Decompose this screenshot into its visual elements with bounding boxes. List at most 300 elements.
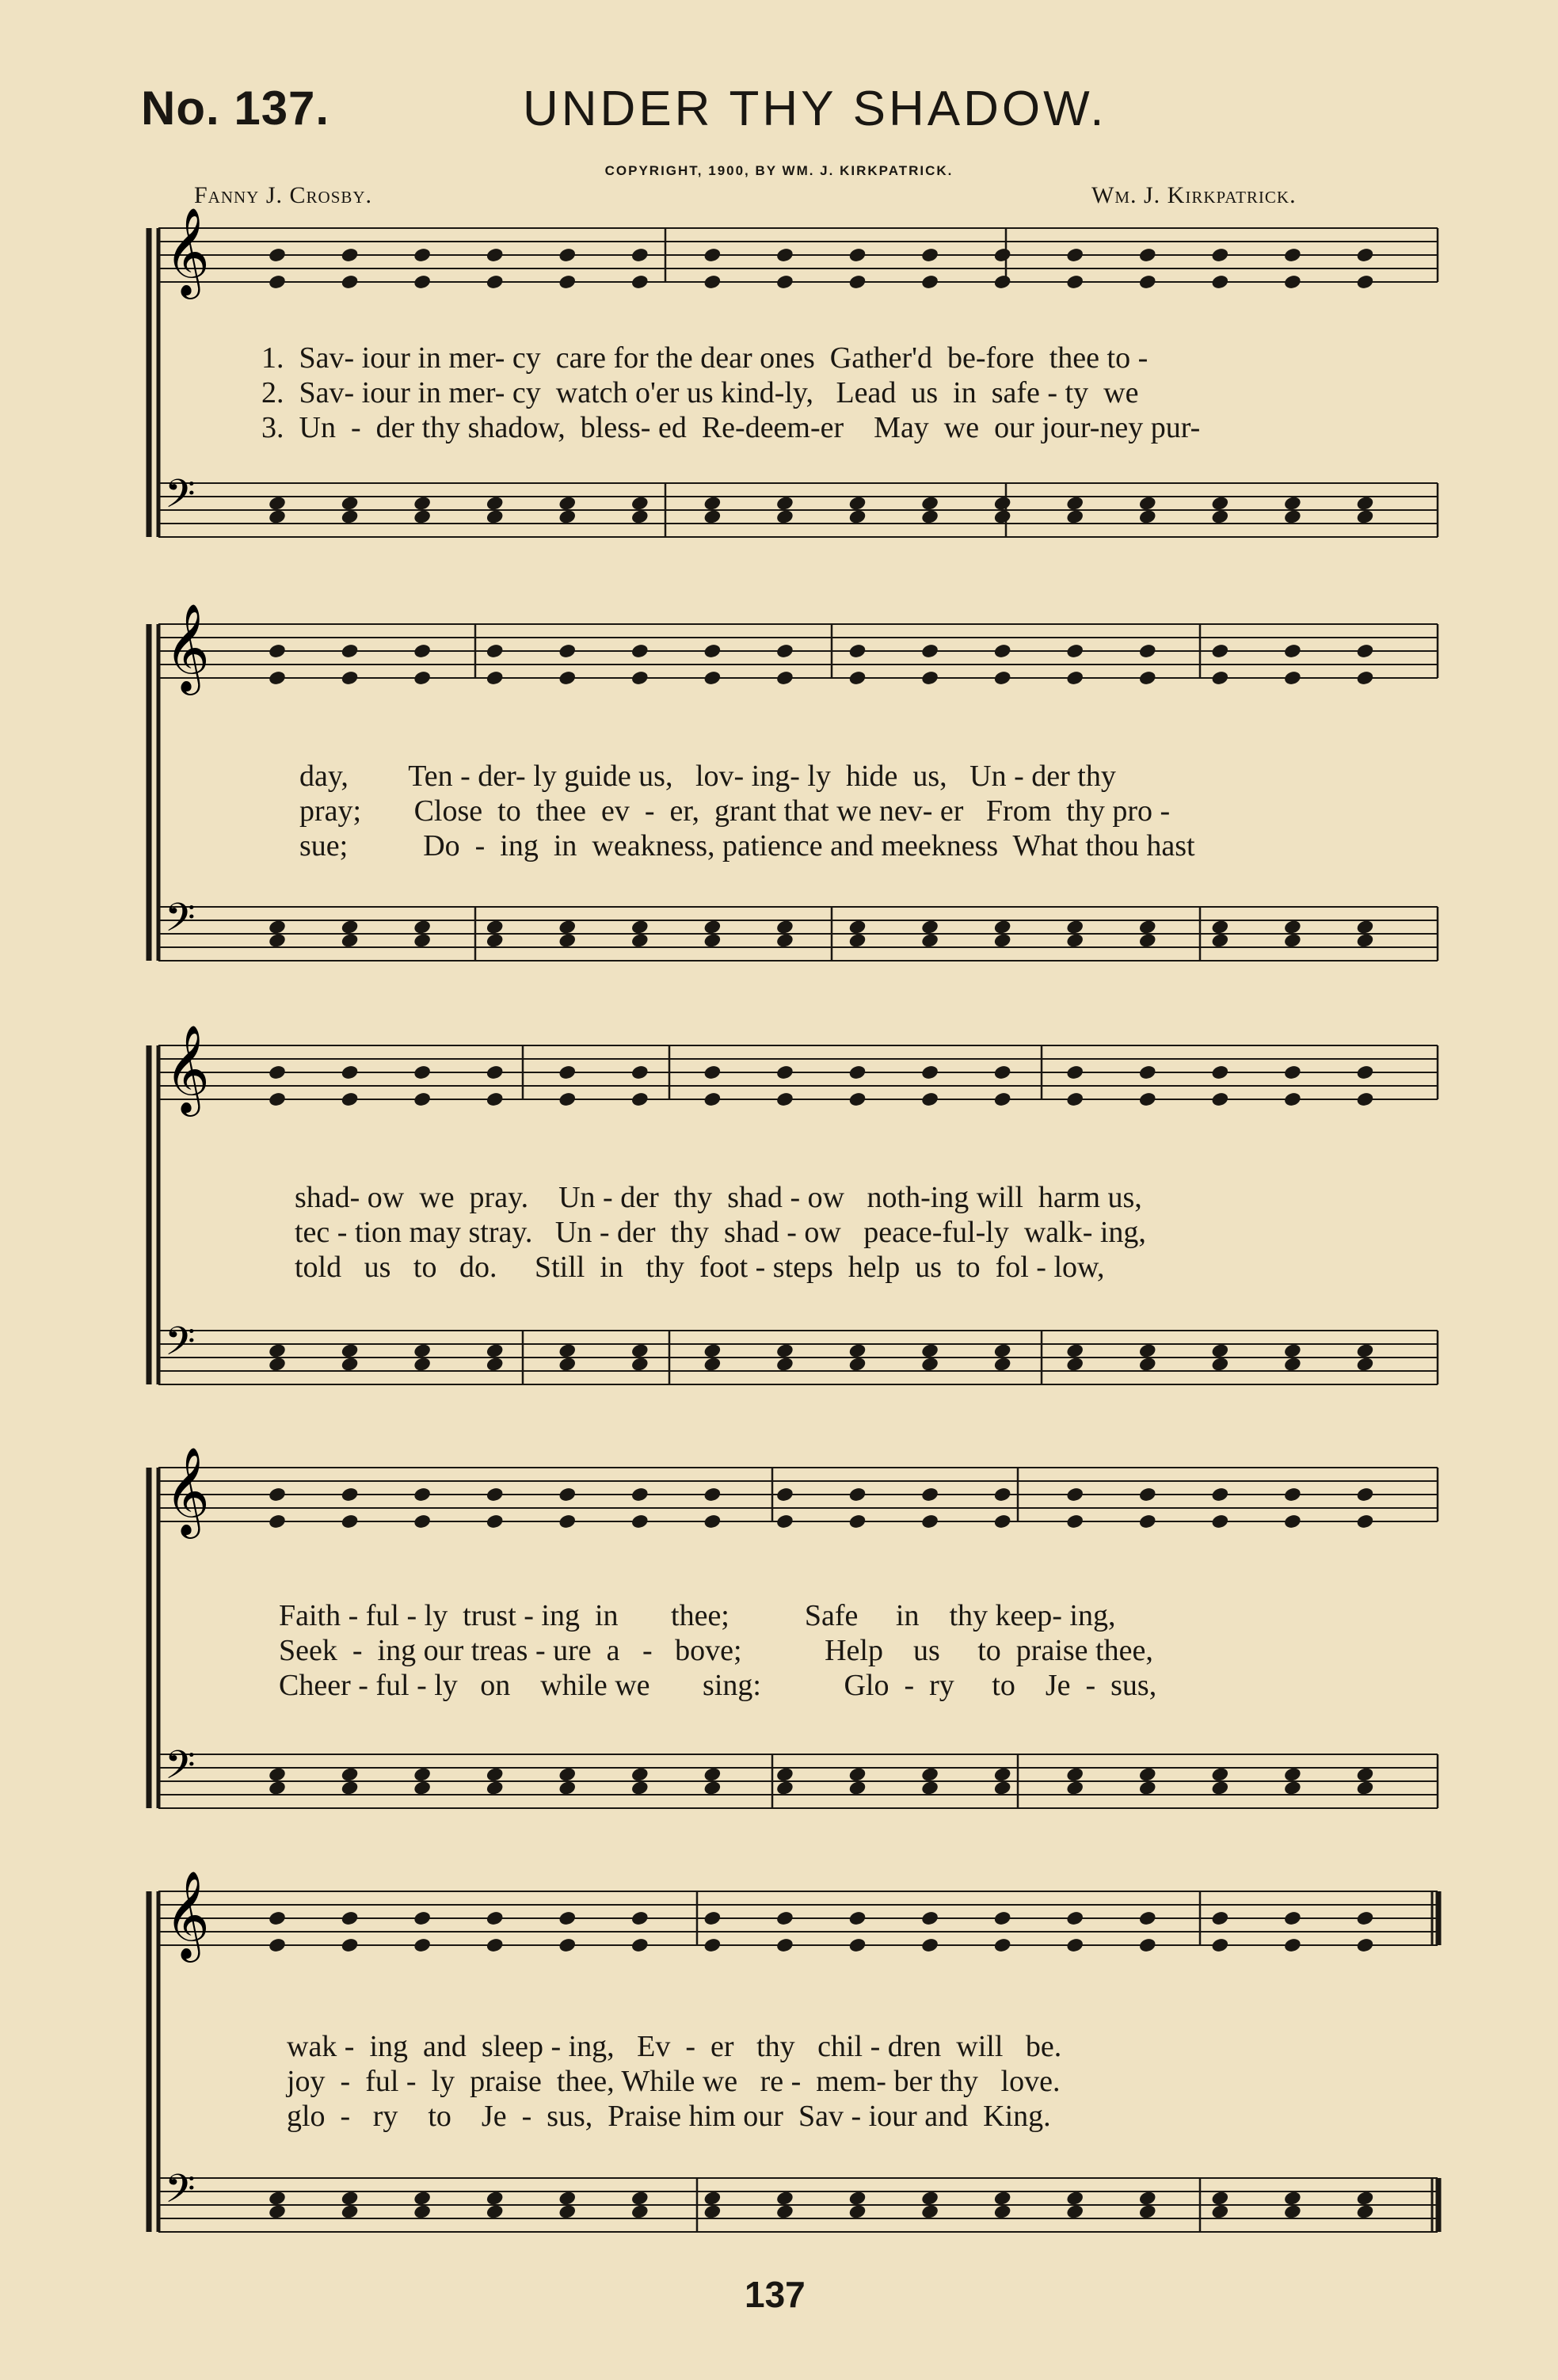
note-head	[268, 1910, 287, 1927]
note-head	[413, 1487, 432, 1503]
note-head	[920, 643, 939, 660]
note-head	[1138, 932, 1157, 949]
note-head	[993, 1780, 1012, 1796]
note-head	[920, 1910, 939, 1927]
note-head	[703, 2190, 722, 2207]
note-head	[341, 2203, 360, 2220]
note-head	[920, 274, 939, 291]
note-head	[413, 932, 432, 949]
note-head	[848, 670, 867, 687]
note-head	[1065, 508, 1084, 525]
note-head	[1210, 1342, 1229, 1359]
note-head	[413, 508, 432, 525]
composer-credit: Wm. J. Kirkpatrick.	[1091, 182, 1297, 208]
note-head	[413, 1766, 432, 1783]
note-head	[1138, 2190, 1157, 2207]
note-head	[268, 247, 287, 264]
note-head	[848, 1780, 867, 1796]
note-head	[413, 1937, 432, 1954]
bass-clef-icon: 𝄢	[165, 2166, 196, 2222]
note-head	[268, 932, 287, 949]
note-head	[1138, 1514, 1157, 1530]
note-head	[1210, 1910, 1229, 1927]
note-head	[630, 2203, 649, 2220]
note-head	[1138, 495, 1157, 512]
note-head	[920, 932, 939, 949]
note-head	[486, 670, 505, 687]
note-head	[775, 274, 794, 291]
note-head	[486, 2203, 505, 2220]
note-head	[558, 495, 577, 512]
note-head	[558, 2190, 577, 2207]
note-head	[775, 1910, 794, 1927]
note-head	[848, 1091, 867, 1108]
note-head	[848, 1937, 867, 1954]
note-head	[993, 1937, 1012, 1954]
note-head	[848, 1910, 867, 1927]
note-head	[1138, 1356, 1157, 1373]
note-head	[268, 1342, 287, 1359]
note-head	[413, 2190, 432, 2207]
note-head	[1283, 932, 1302, 949]
note-head	[1065, 1342, 1084, 1359]
note-head	[1355, 274, 1374, 291]
note-head	[1283, 1780, 1302, 1796]
note-head	[775, 1780, 794, 1796]
note-head	[1210, 2190, 1229, 2207]
note-head	[1210, 643, 1229, 660]
note-head	[1283, 1064, 1302, 1081]
note-head	[341, 1342, 360, 1359]
note-head	[1065, 670, 1084, 687]
note-head	[268, 1766, 287, 1783]
note-head	[558, 670, 577, 687]
note-head	[413, 1064, 432, 1081]
note-head	[1355, 643, 1374, 660]
note-head	[848, 1342, 867, 1359]
note-head	[486, 495, 505, 512]
note-head	[341, 274, 360, 291]
note-head	[775, 2203, 794, 2220]
note-head	[268, 1514, 287, 1530]
note-head	[1138, 1780, 1157, 1796]
note-head	[1283, 1487, 1302, 1503]
note-head	[1283, 1356, 1302, 1373]
note-head	[268, 495, 287, 512]
author-credit: Fanny J. Crosby.	[194, 182, 373, 208]
note-head	[558, 1356, 577, 1373]
note-head	[558, 932, 577, 949]
note-head	[1355, 1780, 1374, 1796]
lyric-line: 3. Un - der thy shadow, bless- ed Re-deem-er May we our jour-ney pur-	[261, 411, 1201, 444]
note-head	[1355, 1342, 1374, 1359]
note-head	[1355, 247, 1374, 264]
note-head	[558, 2203, 577, 2220]
note-head	[1355, 1356, 1374, 1373]
note-head	[1065, 2190, 1084, 2207]
note-head	[558, 1514, 577, 1530]
note-head	[1283, 2203, 1302, 2220]
note-head	[341, 932, 360, 949]
note-head	[920, 495, 939, 512]
note-head	[413, 1780, 432, 1796]
note-head	[1065, 1514, 1084, 1530]
note-head	[703, 495, 722, 512]
note-head	[486, 643, 505, 660]
treble-clef-icon: 𝄞	[165, 1446, 210, 1535]
note-head	[920, 508, 939, 525]
note-head	[413, 1356, 432, 1373]
bass-clef-icon: 𝄢	[165, 1742, 196, 1798]
note-head	[341, 1356, 360, 1373]
note-head	[775, 670, 794, 687]
note-head	[341, 1780, 360, 1796]
lyric-line: pray; Close to thee ev - er, grant that we nev- er From thy pro -	[299, 794, 1171, 828]
note-head	[1210, 1487, 1229, 1503]
note-head	[1283, 670, 1302, 687]
note-head	[703, 1937, 722, 1954]
lyric-line: 2. Sav- iour in mer- cy watch o'er us kind-ly, Lead us in safe - ty we	[261, 376, 1139, 409]
note-head	[993, 495, 1012, 512]
note-head	[268, 1064, 287, 1081]
note-head	[848, 508, 867, 525]
note-head	[775, 2190, 794, 2207]
note-head	[1065, 1780, 1084, 1796]
note-head	[703, 247, 722, 264]
note-head	[630, 1342, 649, 1359]
note-head	[1283, 1091, 1302, 1108]
note-head	[920, 247, 939, 264]
note-head	[1355, 2203, 1374, 2220]
note-head	[1283, 1937, 1302, 1954]
note-head	[1138, 919, 1157, 935]
note-head	[268, 1487, 287, 1503]
note-head	[268, 1780, 287, 1796]
note-head	[703, 508, 722, 525]
note-head	[630, 1780, 649, 1796]
note-head	[703, 2203, 722, 2220]
note-head	[268, 643, 287, 660]
note-head	[1138, 1766, 1157, 1783]
note-head	[703, 1342, 722, 1359]
note-head	[848, 1487, 867, 1503]
note-head	[341, 2190, 360, 2207]
note-head	[486, 919, 505, 935]
note-head	[993, 274, 1012, 291]
note-head	[1283, 643, 1302, 660]
note-head	[1355, 1514, 1374, 1530]
note-head	[1138, 1910, 1157, 1927]
note-head	[1355, 508, 1374, 525]
lyric-line: told us to do. Still in thy foot - steps help us to fol - low,	[295, 1251, 1105, 1284]
note-head	[1065, 1766, 1084, 1783]
note-head	[268, 2190, 287, 2207]
note-head	[1210, 508, 1229, 525]
note-head	[1065, 1064, 1084, 1081]
lyric-line: Seek - ing our treas - ure a - bove; Help us to praise thee,	[279, 1634, 1153, 1667]
note-head	[920, 1342, 939, 1359]
note-head	[775, 1487, 794, 1503]
note-head	[1355, 932, 1374, 949]
note-head	[1210, 495, 1229, 512]
note-head	[993, 247, 1012, 264]
note-head	[1138, 1091, 1157, 1108]
note-head	[1138, 643, 1157, 660]
note-head	[1138, 247, 1157, 264]
note-head	[630, 508, 649, 525]
note-head	[413, 670, 432, 687]
note-head	[486, 1342, 505, 1359]
note-head	[341, 495, 360, 512]
note-head	[341, 247, 360, 264]
note-head	[1138, 274, 1157, 291]
note-head	[775, 508, 794, 525]
note-head	[1210, 1514, 1229, 1530]
note-head	[558, 1937, 577, 1954]
note-head	[1210, 1780, 1229, 1796]
note-head	[993, 1356, 1012, 1373]
lyric-line: 1. Sav- iour in mer- cy care for the dear ones Gather'd be-fore thee to -	[261, 341, 1149, 375]
note-head	[341, 919, 360, 935]
lyric-line: Faith - ful - ly trust - ing in thee; Safe in thy keep- ing,	[279, 1599, 1116, 1632]
note-head	[1355, 495, 1374, 512]
note-head	[920, 1356, 939, 1373]
note-head	[268, 508, 287, 525]
note-head	[775, 643, 794, 660]
note-head	[1355, 919, 1374, 935]
note-head	[775, 1091, 794, 1108]
note-head	[1283, 1910, 1302, 1927]
note-head	[993, 2203, 1012, 2220]
note-head	[268, 1937, 287, 1954]
note-head	[486, 1514, 505, 1530]
note-head	[413, 2203, 432, 2220]
note-head	[775, 1356, 794, 1373]
note-head	[775, 1937, 794, 1954]
lyric-line: wak - ing and sleep - ing, Ev - er thy chil - dren will be.	[287, 2030, 1062, 2063]
note-head	[848, 919, 867, 935]
note-head	[848, 2190, 867, 2207]
note-head	[703, 1766, 722, 1783]
note-head	[341, 643, 360, 660]
note-head	[920, 2203, 939, 2220]
note-head	[558, 1091, 577, 1108]
note-head	[1283, 1514, 1302, 1530]
note-head	[1283, 508, 1302, 525]
note-head	[1283, 1766, 1302, 1783]
note-head	[486, 247, 505, 264]
note-head	[486, 1064, 505, 1081]
note-head	[993, 1910, 1012, 1927]
note-head	[775, 919, 794, 935]
note-head	[1065, 932, 1084, 949]
note-head	[486, 1937, 505, 1954]
note-head	[848, 643, 867, 660]
note-head	[268, 1091, 287, 1108]
note-head	[486, 1487, 505, 1503]
note-head	[630, 670, 649, 687]
note-head	[1210, 670, 1229, 687]
note-head	[341, 1091, 360, 1108]
note-head	[268, 919, 287, 935]
note-head	[703, 1514, 722, 1530]
note-head	[1210, 932, 1229, 949]
note-head	[558, 1910, 577, 1927]
hymn-title: UNDER THY SHADOW.	[523, 82, 1107, 136]
note-head	[775, 495, 794, 512]
note-head	[1210, 274, 1229, 291]
note-head	[486, 508, 505, 525]
lyric-line: tec - tion may stray. Un - der thy shad - ow peace-ful-ly walk- ing,	[295, 1216, 1146, 1249]
treble-clef-icon: 𝄞	[165, 1870, 210, 1959]
note-head	[993, 1766, 1012, 1783]
note-head	[848, 495, 867, 512]
lyric-line: shad- ow we pray. Un - der thy shad - ow noth-ing will harm us,	[295, 1181, 1142, 1214]
bass-clef-icon: 𝄢	[165, 895, 196, 950]
bass-clef-icon: 𝄢	[165, 1319, 196, 1374]
note-head	[630, 919, 649, 935]
note-head	[341, 1766, 360, 1783]
note-head	[993, 1091, 1012, 1108]
note-head	[993, 2190, 1012, 2207]
note-head	[1065, 2203, 1084, 2220]
note-head	[1283, 495, 1302, 512]
note-head	[630, 1356, 649, 1373]
note-head	[1283, 1342, 1302, 1359]
note-head	[1355, 1064, 1374, 1081]
note-head	[486, 932, 505, 949]
note-head	[341, 1937, 360, 1954]
note-head	[486, 1910, 505, 1927]
page-number: 137	[745, 2274, 806, 2315]
note-head	[993, 919, 1012, 935]
note-head	[1283, 2190, 1302, 2207]
note-head	[1355, 1487, 1374, 1503]
note-head	[1065, 274, 1084, 291]
note-head	[848, 1064, 867, 1081]
treble-clef-icon: 𝄞	[165, 207, 210, 295]
note-head	[558, 1780, 577, 1796]
note-head	[703, 1487, 722, 1503]
note-head	[486, 1780, 505, 1796]
hymn-number: No. 137.	[141, 82, 330, 135]
note-head	[993, 1064, 1012, 1081]
note-head	[413, 1091, 432, 1108]
note-head	[1283, 919, 1302, 935]
note-head	[1355, 1910, 1374, 1927]
note-head	[1355, 1091, 1374, 1108]
note-head	[848, 1514, 867, 1530]
bass-clef-icon: 𝄢	[165, 471, 196, 527]
note-head	[630, 1091, 649, 1108]
note-head	[558, 274, 577, 291]
note-head	[703, 670, 722, 687]
note-head	[558, 1766, 577, 1783]
note-head	[1210, 2203, 1229, 2220]
note-head	[848, 1766, 867, 1783]
note-head	[1210, 919, 1229, 935]
note-head	[703, 1091, 722, 1108]
note-head	[558, 1342, 577, 1359]
note-head	[1138, 670, 1157, 687]
note-head	[1138, 2203, 1157, 2220]
note-head	[486, 1356, 505, 1373]
note-head	[413, 495, 432, 512]
note-head	[993, 932, 1012, 949]
note-head	[703, 1910, 722, 1927]
note-head	[341, 508, 360, 525]
note-head	[486, 1091, 505, 1108]
note-head	[1210, 1091, 1229, 1108]
note-head	[703, 919, 722, 935]
note-head	[775, 932, 794, 949]
note-head	[1210, 1064, 1229, 1081]
note-head	[558, 1487, 577, 1503]
note-head	[920, 1064, 939, 1081]
note-head	[703, 643, 722, 660]
note-head	[341, 670, 360, 687]
note-head	[703, 1780, 722, 1796]
note-head	[1355, 1937, 1374, 1954]
note-head	[920, 1780, 939, 1796]
note-head	[630, 1910, 649, 1927]
note-head	[1138, 1487, 1157, 1503]
treble-clef-icon: 𝄞	[165, 603, 210, 691]
note-head	[268, 1356, 287, 1373]
note-head	[848, 247, 867, 264]
note-head	[1210, 1766, 1229, 1783]
note-head	[413, 643, 432, 660]
note-head	[1065, 495, 1084, 512]
note-head	[993, 670, 1012, 687]
note-head	[1065, 643, 1084, 660]
note-head	[558, 508, 577, 525]
note-head	[920, 2190, 939, 2207]
note-head	[486, 2190, 505, 2207]
note-head	[775, 247, 794, 264]
note-head	[1355, 670, 1374, 687]
note-head	[1065, 1356, 1084, 1373]
note-head	[920, 1091, 939, 1108]
note-head	[775, 1064, 794, 1081]
note-head	[1283, 274, 1302, 291]
note-head	[341, 1064, 360, 1081]
note-head	[993, 643, 1012, 660]
note-head	[703, 932, 722, 949]
note-head	[558, 919, 577, 935]
note-head	[630, 274, 649, 291]
note-head	[775, 1342, 794, 1359]
note-head	[268, 274, 287, 291]
note-head	[775, 1514, 794, 1530]
note-head	[1065, 1910, 1084, 1927]
note-head	[630, 643, 649, 660]
note-head	[268, 2203, 287, 2220]
note-head	[558, 247, 577, 264]
note-head	[1210, 247, 1229, 264]
note-head	[341, 1514, 360, 1530]
note-head	[920, 1937, 939, 1954]
note-head	[848, 2203, 867, 2220]
note-head	[1065, 1487, 1084, 1503]
note-head	[1138, 1342, 1157, 1359]
note-head	[920, 670, 939, 687]
note-head	[1138, 508, 1157, 525]
note-head	[703, 274, 722, 291]
note-head	[486, 1766, 505, 1783]
note-head	[848, 932, 867, 949]
note-head	[1283, 247, 1302, 264]
